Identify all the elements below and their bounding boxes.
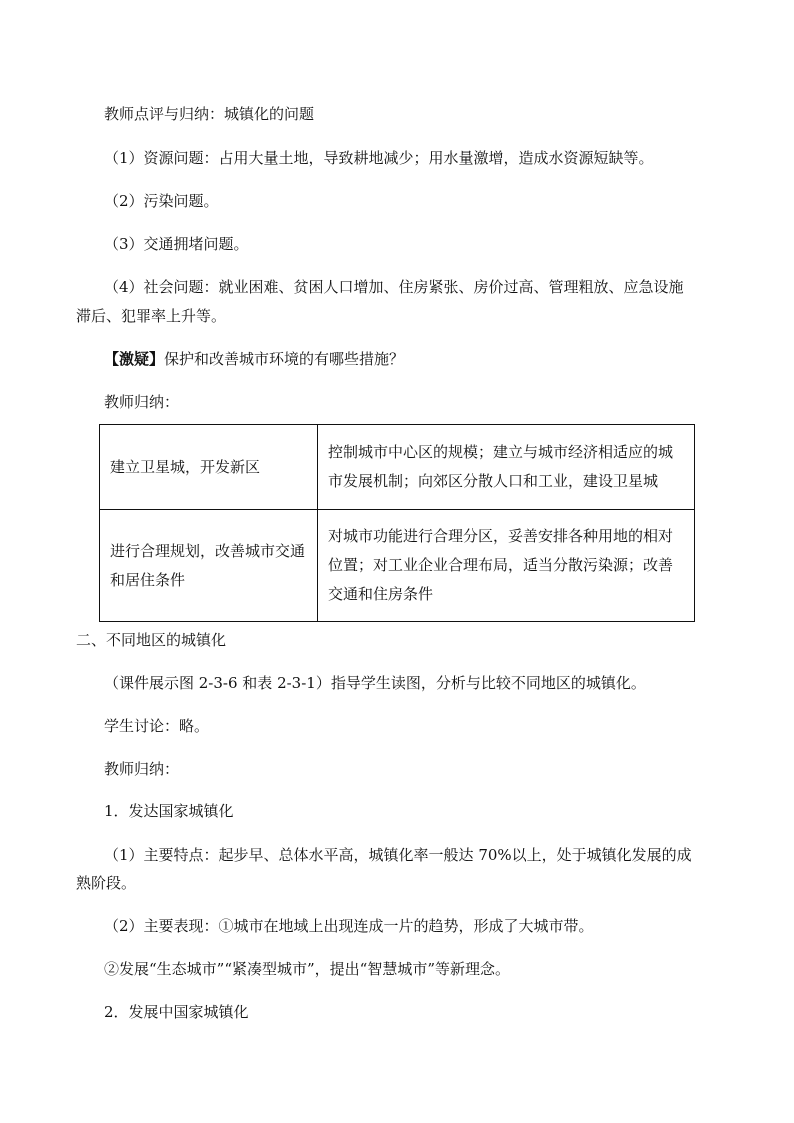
question-paragraph <box>0 349 794 369</box>
table-row <box>100 425 695 510</box>
section-2-heading: 二、不同地区的城镇化 <box>76 631 227 649</box>
teacher-comment-heading: 教师点评与归纳：城镇化的问题 <box>104 105 315 123</box>
social-problem-paragraph-cont: 滞后、犯罪率上升等。 <box>76 307 227 325</box>
main-features-paragraph-cont: 熟阶段。 <box>76 874 137 892</box>
measure-cell: 建立卫星城，开发新区 <box>100 425 318 510</box>
measure-cell: 进行合理规划，改善城市交通和居住条件 <box>100 510 318 622</box>
developed-countries-heading: 1．发达国家城镇化 <box>104 802 234 820</box>
developing-countries-heading: 2．发展中国家城镇化 <box>104 1003 249 1021</box>
new-concepts-paragraph: ②发展“生态城市”“紧凑型城市”，提出“智慧城市”等新理念。 <box>104 960 511 978</box>
question-text: 保护和改善城市环境的有哪些措施？ <box>164 350 405 368</box>
student-discussion-paragraph: 学生讨论：略。 <box>104 717 210 735</box>
teacher-summary-label-2: 教师归纳： <box>104 760 180 778</box>
traffic-problem-paragraph: （3）交通拥堵问题。 <box>104 235 249 253</box>
table-row <box>100 510 695 622</box>
measures-table <box>99 424 695 622</box>
detail-cell: 对城市功能进行合理分区，妥善安排各种用地的相对位置；对工业企业合理布局，适当分散污染源；改善交通和住房条件 <box>318 510 695 622</box>
detail-cell: 控制城市中心区的规模；建立与城市经济相适应的城市发展机制；向郊区分散人口和工业，建设卫星城 <box>318 425 695 510</box>
pollution-problem-paragraph: （2）污染问题。 <box>104 192 219 210</box>
main-manifestation-paragraph: （2）主要表现：①城市在地域上出现连成一片的趋势，形成了大城市带。 <box>104 917 594 935</box>
resource-problem-paragraph: （1）资源问题：占用大量土地，导致耕地减少；用水量激增，造成水资源短缺等。 <box>104 149 654 167</box>
main-features-paragraph: （1）主要特点：起步早、总体水平高，城镇化率一般达 70%以上，处于城镇化发展的成 <box>104 846 692 864</box>
teacher-summary-label: 教师归纳： <box>104 393 180 411</box>
social-problem-paragraph: （4）社会问题：就业困难、贫困人口增加、住房紧张、房价过高、管理粗放、应急设施 <box>104 278 684 296</box>
question-tag: 【激疑】 <box>104 350 165 368</box>
courseware-paragraph: （课件展示图 2-3-6 和表 2-3-1）指导学生读图，分析与比较不同地区的城镇化。 <box>104 674 646 692</box>
